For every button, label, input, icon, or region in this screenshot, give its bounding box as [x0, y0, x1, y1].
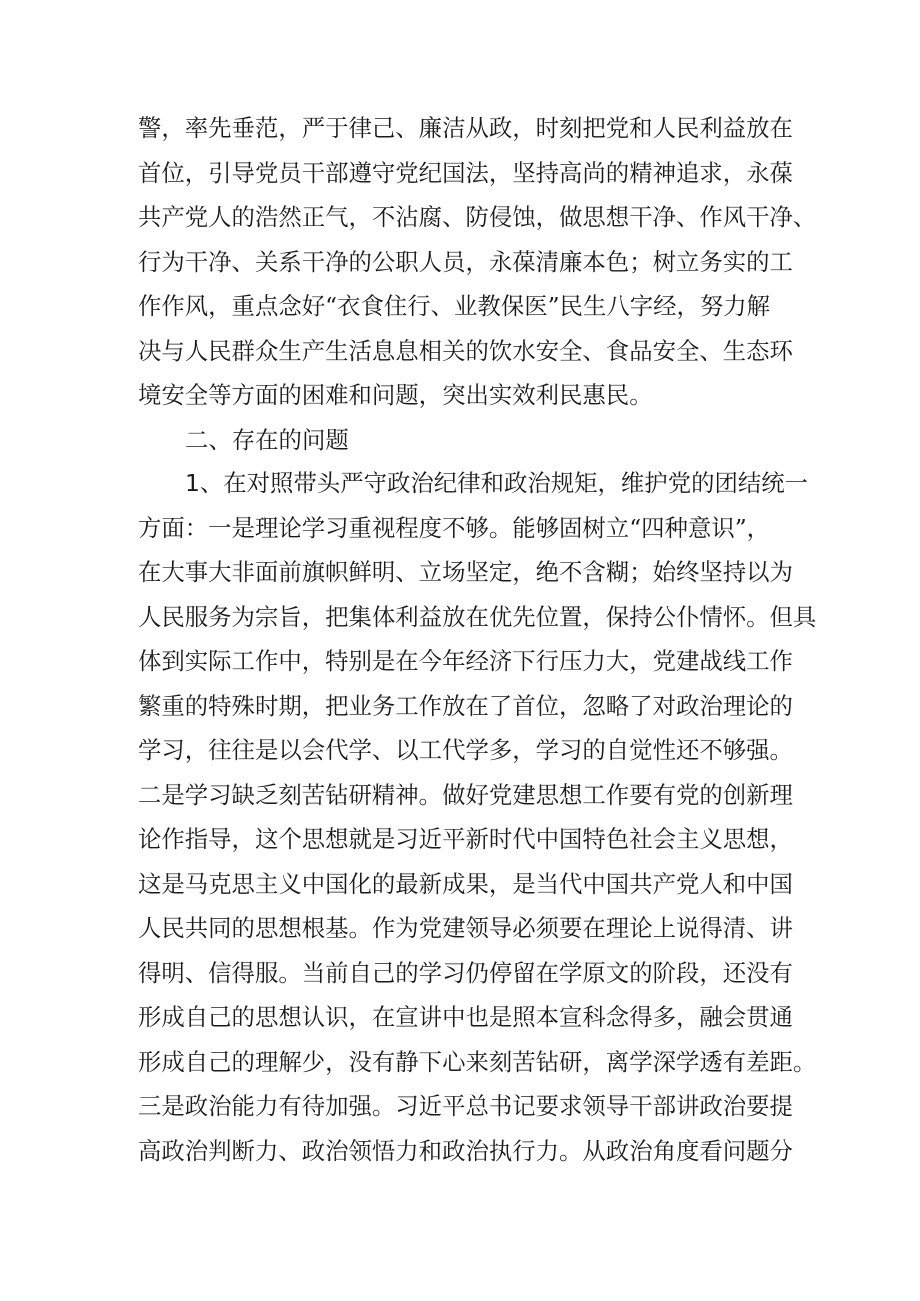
paragraph-line: 体到实际工作中，特别是在今年经济下行压力大，党建战线工作	[138, 647, 793, 675]
paragraph-line: 境安全等方面的困难和问题，突出实效利民惠民。	[138, 381, 653, 409]
paragraph-line: 形成自己的思想认识，在宣讲中也是照本宣科念得多，融会贯通	[138, 1003, 793, 1031]
paragraph-line: 三是政治能力有待加强。习近平总书记要求领导干部讲政治要提	[138, 1092, 793, 1120]
paragraph-1	[138, 106, 817, 418]
paragraph-line: 在大事大非面前旗帜鲜明、立场坚定，绝不含糊；始终坚持以为	[138, 558, 793, 586]
paragraph-line: 高政治判断力、政治领悟力和政治执行力。从政治角度看问题分	[138, 1136, 793, 1165]
paragraph-line: 繁重的特殊时期，把业务工作放在了首位，忽略了对政治理论的	[138, 691, 793, 720]
paragraph-line: 警，率先垂范，严于律己、廉洁从政，时刻把党和人民利益放在	[138, 114, 793, 142]
section-heading: 二、存在的问题	[185, 426, 349, 454]
paragraph-line: 形成自己的理解少，没有静下心来刻苦钻研，离学深学透有差距。	[138, 1047, 817, 1076]
paragraph-text: 一是理论学习重视程度不够。能够固树立“四种意识”，	[208, 513, 771, 542]
paragraph-line: 人民共同的思想根基。作为党建领导必须要在理论上说得清、讲	[138, 914, 793, 942]
paragraph-line: 二是学习缺乏刻苦钻研精神。做好党建思想工作要有党的创新理	[138, 780, 793, 809]
subsection-title-end: 方面：	[138, 513, 209, 542]
paragraph-line: 学习，往往是以会代学、以工代学多，学习的自觉性还不够强。	[138, 736, 793, 764]
paragraph-line: 共产党人的浩然正气，不沾腐、防侵蚀，做思想干净、作风干净、	[138, 203, 817, 231]
paragraph-line: 作作风，重点念好“衣食住行、业教保医”民生八字经，努力解	[138, 292, 771, 320]
paragraph-2	[138, 461, 817, 1173]
paragraph-line	[138, 506, 798, 551]
paragraph-line: 得明、信得服。当前自己的学习仍停留在学原文的阶段，还没有	[138, 958, 793, 987]
subsection-title: 1、在对照带头严守政治纪律和政治规矩，维护党的团结统一	[185, 469, 809, 497]
paragraph-line: 首位，引导党员干部遵守党纪国法，坚持高尚的精神追求，永葆	[138, 158, 793, 187]
paragraph-line: 人民服务为宗旨，把集体利益放在优先位置，保持公仆情怀。但具	[138, 602, 817, 631]
paragraph-line: 论作指导，这个思想就是习近平新时代中国特色社会主义思想，	[138, 825, 793, 853]
paragraph-line: 这是马克思主义中国化的最新成果，是当代中国共产党人和中国	[138, 869, 793, 898]
paragraph-line: 行为干净、关系干净的公职人员，永葆清廉本色；树立务实的工	[138, 247, 793, 276]
paragraph-line: 决与人民群众生产生活息息相关的饮水安全、食品安全、生态环	[138, 336, 793, 365]
